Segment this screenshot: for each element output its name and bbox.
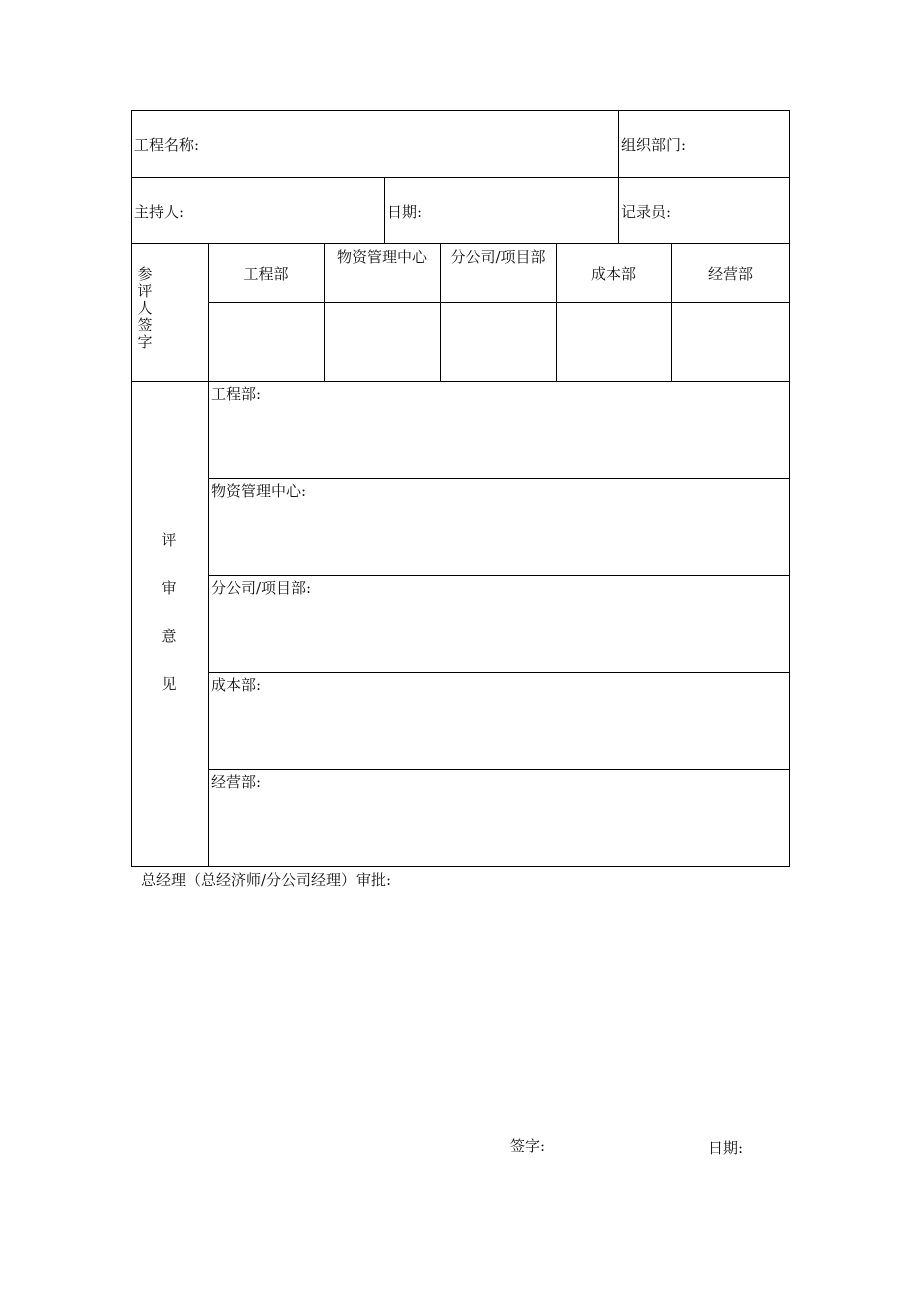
row-divider — [131, 243, 790, 244]
recorder-field[interactable] — [686, 179, 788, 242]
dept-header-cost: 成本部 — [590, 265, 636, 283]
date-label: 日期: — [387, 203, 423, 221]
signature-cell-cost[interactable] — [557, 303, 670, 380]
project-name-label: 工程名称: — [134, 136, 200, 154]
dept-header-materials: 物资管理中心 — [336, 248, 427, 266]
opinion-label-cost: 成本部: — [211, 676, 262, 694]
dept-header-branch: 分公司/项目部 — [450, 248, 546, 266]
signature-cell-materials[interactable] — [325, 303, 439, 380]
org-dept-field[interactable] — [700, 112, 788, 176]
opinion-field-branch[interactable] — [209, 599, 789, 671]
row-divider — [208, 672, 790, 673]
host-field[interactable] — [196, 179, 382, 242]
opinion-field-business[interactable] — [209, 793, 789, 865]
dept-header-engineering: 工程部 — [243, 265, 289, 283]
opinion-field-engineering[interactable] — [209, 405, 789, 477]
approval-label: 总经理（总经济师/分公司经理）审批: — [141, 871, 392, 889]
row-divider — [208, 769, 790, 770]
approval-field[interactable] — [131, 895, 790, 1125]
participants-signature-label: 参评人签字 — [137, 265, 153, 351]
signature-cell-engineering[interactable] — [209, 303, 323, 380]
approval-date-label: 日期: — [708, 1139, 744, 1157]
opinion-field-materials[interactable] — [209, 502, 789, 574]
signature-label: 签字: — [510, 1137, 546, 1155]
opinion-label-business: 经营部: — [211, 773, 262, 791]
dept-header-business: 经营部 — [707, 265, 753, 283]
opinion-label-branch: 分公司/项目部: — [211, 579, 312, 597]
date-field[interactable] — [432, 179, 616, 242]
opinion-field-cost[interactable] — [209, 696, 789, 768]
project-name-field[interactable] — [210, 112, 616, 176]
col-divider — [618, 110, 619, 243]
review-opinion-label: 评审意见 — [161, 531, 177, 693]
host-label: 主持人: — [134, 203, 185, 221]
signature-cell-branch[interactable] — [441, 303, 555, 380]
row-divider — [131, 381, 790, 382]
row-divider — [208, 478, 790, 479]
org-dept-label: 组织部门: — [621, 136, 687, 154]
row-divider — [208, 575, 790, 576]
row-divider — [131, 177, 790, 178]
recorder-label: 记录员: — [621, 203, 672, 221]
opinion-label-materials: 物资管理中心: — [211, 482, 307, 500]
opinion-label-engineering: 工程部: — [211, 385, 262, 403]
signature-cell-business[interactable] — [672, 303, 789, 380]
col-divider — [384, 177, 385, 243]
